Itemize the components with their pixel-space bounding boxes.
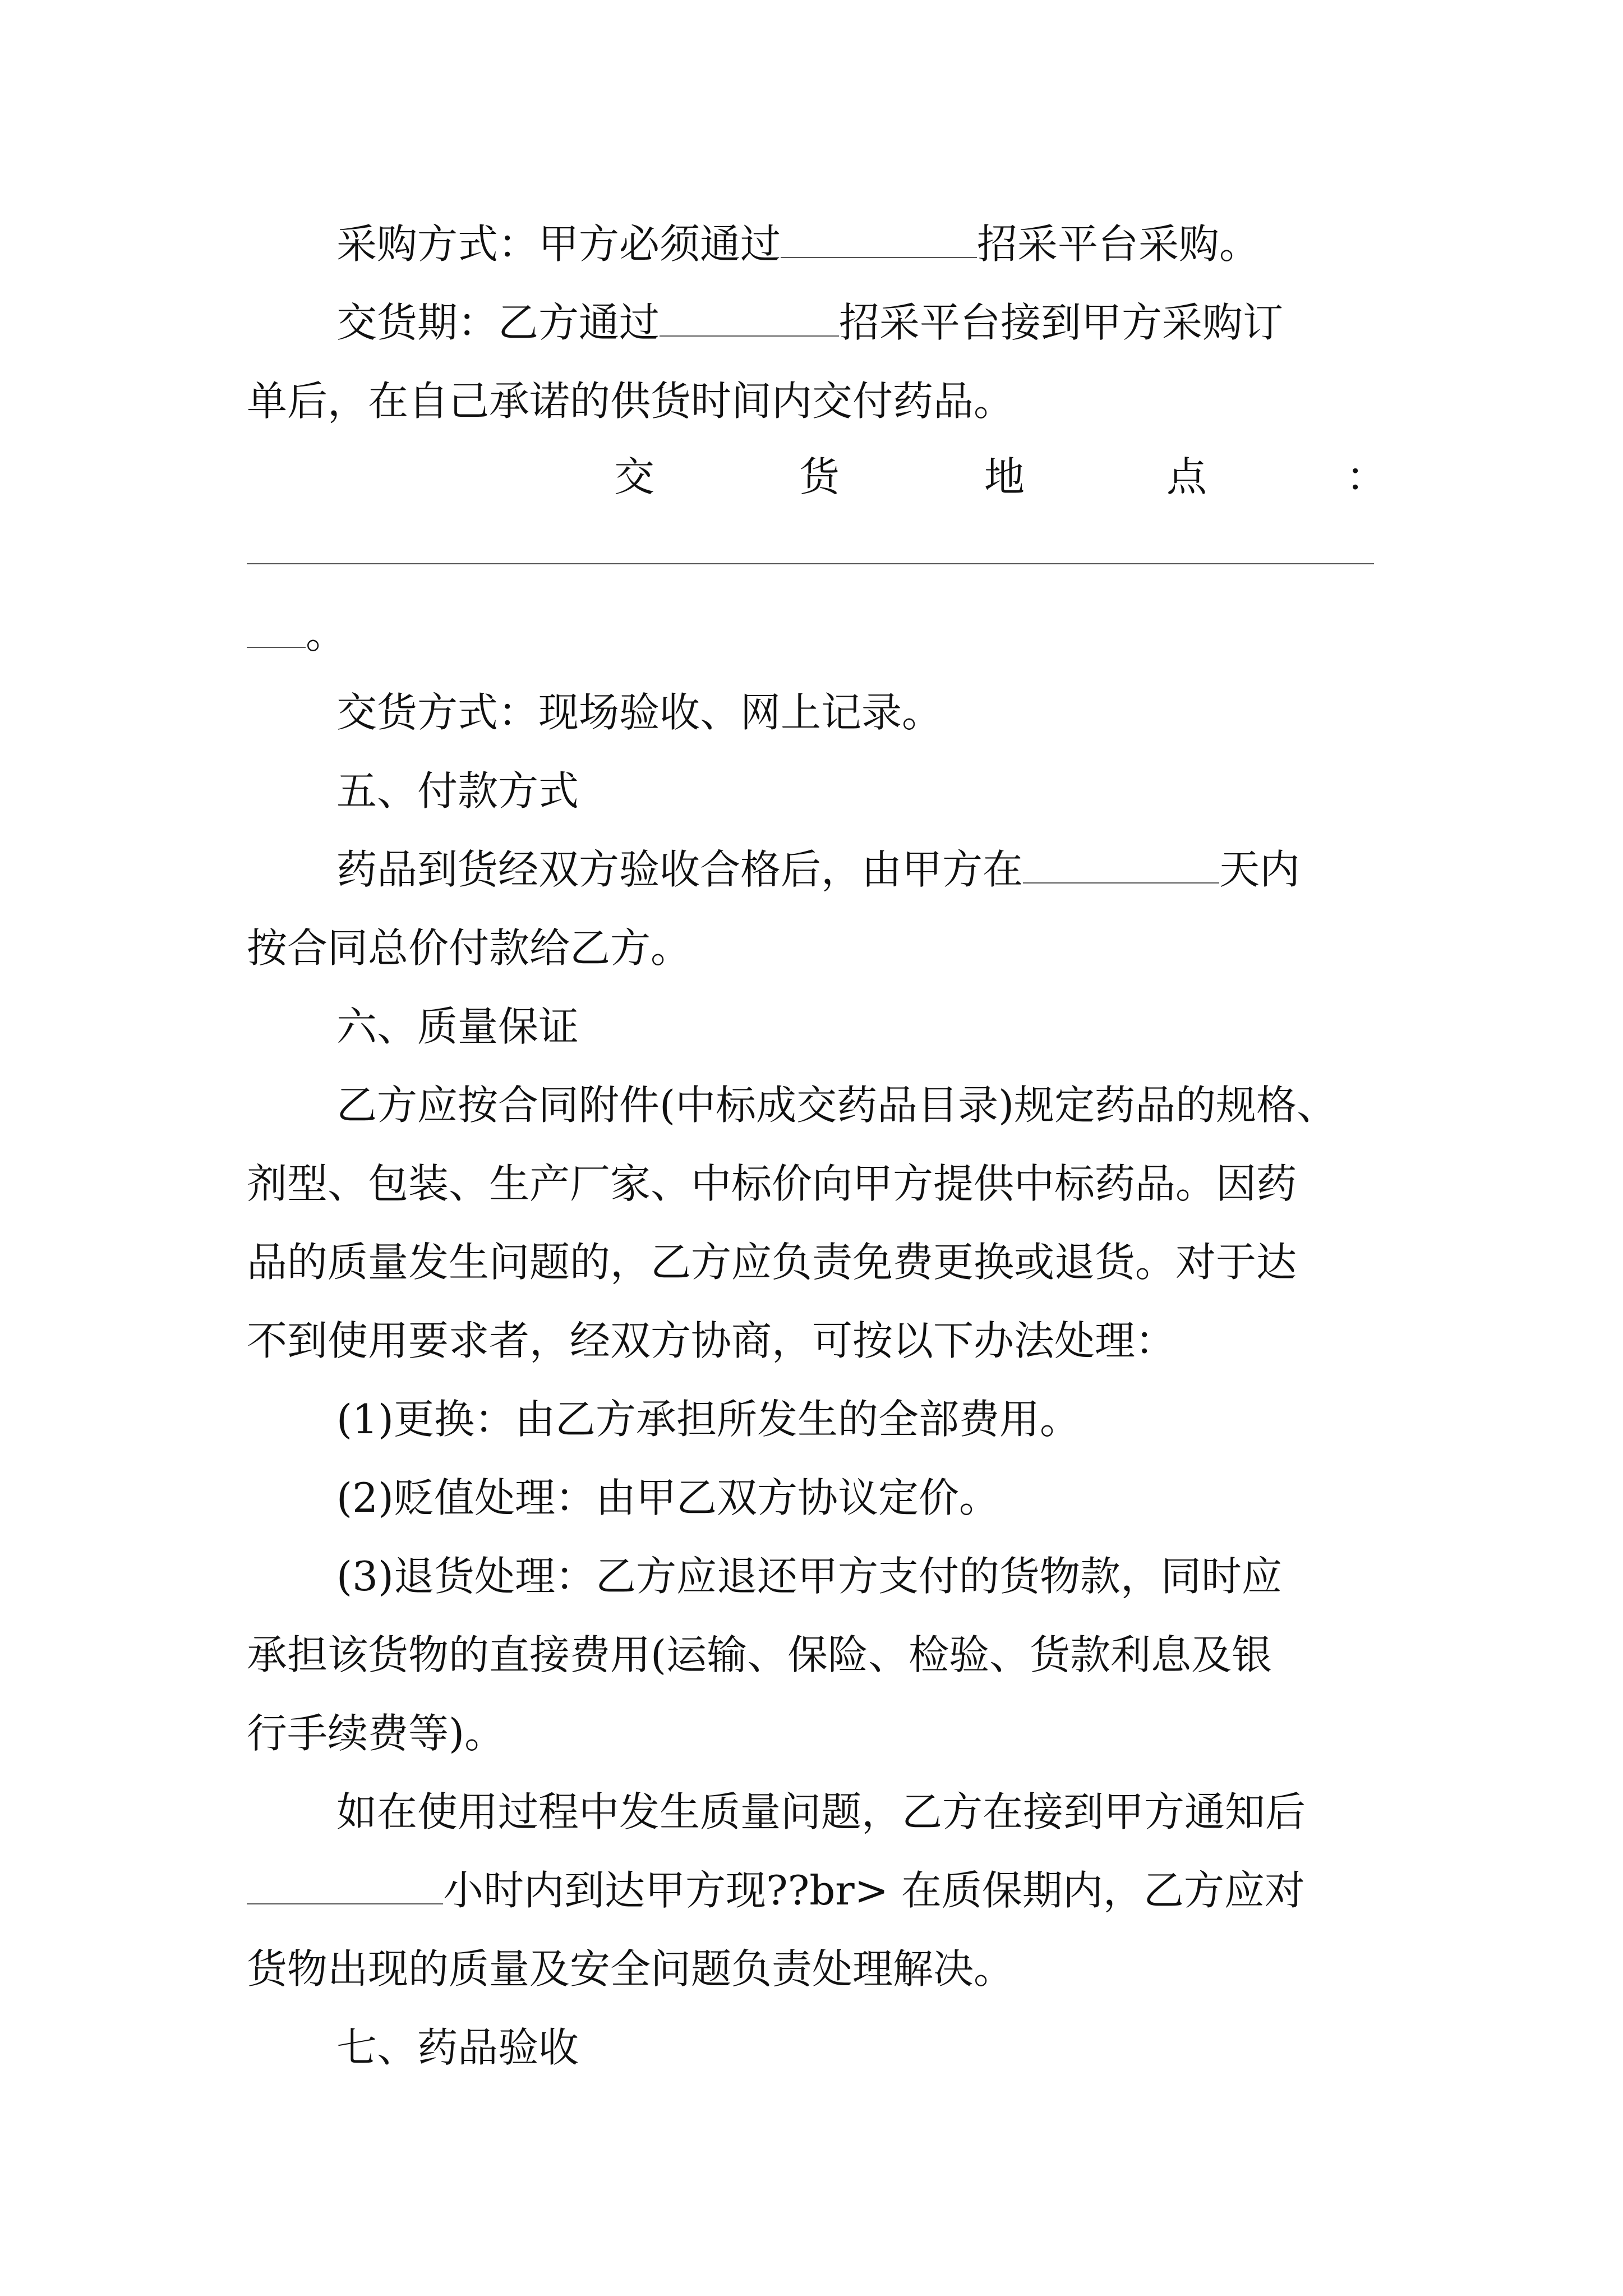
text: 招采平台采购。: [977, 220, 1260, 268]
text: 药品到货经双方验收合格后，由甲方在: [336, 846, 1023, 893]
blank-field: [1023, 843, 1219, 884]
blank-field: [247, 1864, 443, 1904]
spaced-char: 货: [799, 453, 840, 500]
spaced-char: 点: [1166, 453, 1207, 500]
delivery-period-line: [336, 292, 1283, 353]
text: 招采平台接到甲方采购订: [839, 299, 1284, 346]
paragraph-line: 品的质量发生问题的，乙方应负责免费更换或退货。对于达: [247, 1239, 1297, 1286]
list-item: (2)贬值处理：由甲乙双方协议定价。: [336, 1474, 999, 1521]
purchase-method-line: [336, 213, 1260, 275]
blank-field: [247, 608, 306, 648]
paragraph-line: 行手续费等)。: [247, 1710, 505, 1757]
paragraph-line: [336, 839, 1300, 900]
text: 小时内到达甲方现??br> 在质保期内，乙方应对: [443, 1867, 1305, 1914]
list-item: (3)退货处理：乙方应退还甲方支付的货物款，同时应: [336, 1553, 1282, 1600]
paragraph-line: 乙方应按合同附件(中标成交药品目录)规定药品的规格、: [336, 1082, 1338, 1129]
blank-field: [660, 296, 839, 337]
paragraph-line: 交货方式：现场验收、网上记录。: [336, 689, 943, 736]
section-heading: 六、质量保证: [336, 1003, 579, 1050]
paragraph-line: [247, 603, 346, 665]
paragraph-line: 不到使用要求者，经双方协商，可按以下办法处理：: [247, 1317, 1176, 1364]
text: 交货期：乙方通过: [336, 299, 660, 346]
paragraph-line: 承担该货物的直接费用(运输、保险、检验、货款利息及银: [247, 1631, 1272, 1678]
paragraph-line: 如在使用过程中发生质量问题，乙方在接到甲方通知后: [336, 1788, 1306, 1835]
paragraph-line: 单后，在自己承诺的供货时间内交付药品。: [247, 378, 1015, 425]
spaced-char: 交: [614, 453, 655, 500]
spaced-char: ：: [1346, 453, 1387, 500]
paragraph-line: 按合同总价付款给乙方。: [247, 924, 691, 972]
paragraph-line: 货物出现的质量及安全问题负责处理解决。: [247, 1945, 1015, 1993]
paragraph-line: 剂型、包装、生产厂家、中标价向甲方提供中标药品。因药: [247, 1160, 1297, 1207]
list-item: (1)更换：由乙方承担所发生的全部费用。: [336, 1396, 1080, 1443]
paragraph-line: [247, 1860, 1305, 1921]
spaced-char: 地: [984, 453, 1025, 500]
section-heading: 五、付款方式: [336, 767, 579, 815]
text: 采购方式：甲方必须通过: [336, 220, 781, 268]
blank-field: [781, 218, 977, 258]
text: 天内: [1219, 846, 1301, 893]
delivery-location-blank: [247, 563, 1374, 564]
text: 。: [306, 610, 347, 657]
section-heading: 七、药品验收: [336, 2024, 579, 2071]
